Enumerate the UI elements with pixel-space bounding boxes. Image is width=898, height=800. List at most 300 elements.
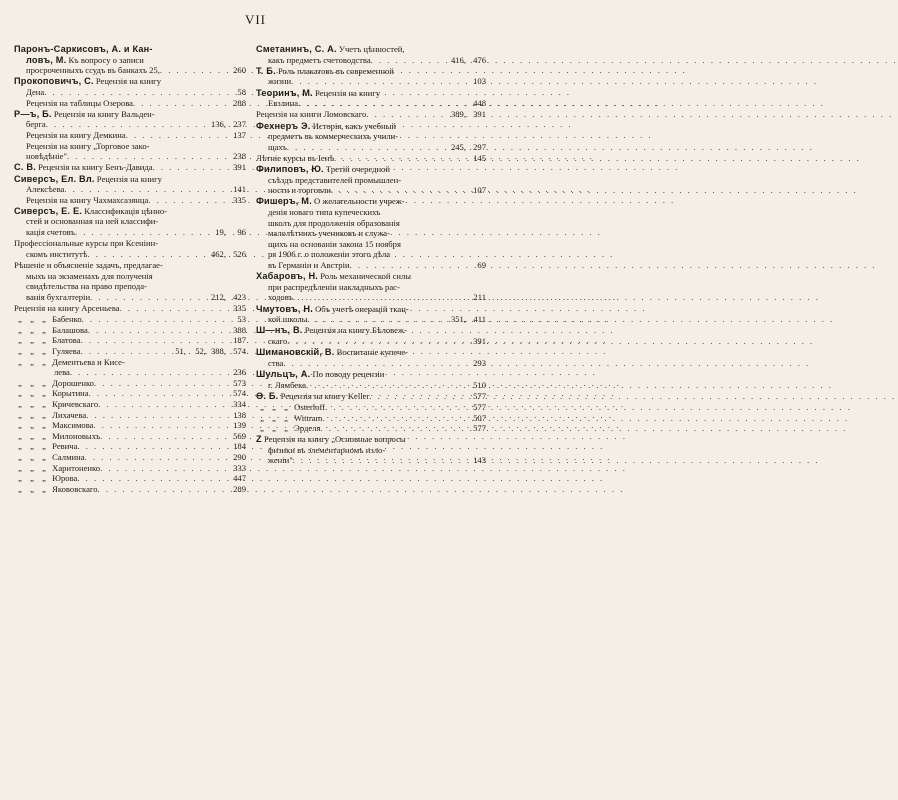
entry-title: стей и основанная на ней классифи-: [26, 216, 159, 227]
ditto-mark: „: [42, 409, 46, 420]
page-refs: [229, 463, 246, 474]
entry-title: кація счетовъ: [26, 227, 75, 238]
entry-line: [256, 109, 486, 120]
entry-line: [256, 304, 486, 315]
entry-text: [268, 55, 371, 66]
page-ref: 416,: [450, 54, 466, 65]
ditto-mark: „: [30, 420, 34, 431]
entry-text: [256, 391, 369, 402]
entry-text: [26, 249, 87, 260]
entry-text: [14, 109, 155, 120]
ditto-mark: „: [42, 324, 46, 335]
page-ref: 297: [473, 141, 486, 152]
ditto-row: [256, 423, 486, 434]
entry-line: [14, 249, 246, 260]
entry-title: Профессіональные курсы при Ксеніин-: [14, 238, 159, 249]
entry-title: Милоновыхъ: [52, 430, 101, 441]
entry-title: кой школы: [268, 314, 308, 325]
entry-text: [26, 195, 148, 206]
entry-line: [14, 162, 246, 173]
page-ref: 391: [473, 109, 486, 120]
entry-line: [256, 282, 486, 293]
entry-text: [268, 282, 400, 293]
entry-line: [256, 55, 486, 66]
entry-line: [14, 206, 246, 217]
ditto-row: [14, 463, 246, 474]
page-refs: [229, 130, 246, 141]
page-refs: [469, 402, 486, 413]
ditto-mark: „: [284, 412, 288, 423]
entry-title: По поводу рецензіи: [310, 368, 385, 379]
page-refs: [469, 260, 486, 271]
dot-leader: [77, 441, 229, 452]
ditto-row: [14, 431, 246, 442]
index-entry: [256, 196, 486, 270]
page-ref: 351,: [450, 314, 466, 325]
ditto-mark: „: [30, 345, 34, 356]
entry-line: [256, 314, 486, 325]
ditto-mark: „: [18, 451, 22, 462]
entry-line: [256, 164, 486, 175]
page-ref: 184: [233, 441, 246, 452]
entry-text: [14, 303, 120, 314]
entry-line: [256, 228, 486, 239]
entry-title: Алексѣева: [26, 184, 65, 195]
page-refs: [229, 484, 246, 495]
author-name: Сметанинъ, С. А.: [256, 44, 337, 54]
author-name: Шимановскій, В.: [256, 347, 335, 358]
entry-title: Рецензія на книгу Арсеньева: [14, 303, 120, 313]
entry-text: [256, 44, 405, 55]
page-refs: [469, 423, 486, 434]
entry-text: [256, 304, 409, 315]
index-entry: [256, 304, 486, 325]
entry-text: [256, 434, 406, 445]
entry-text: [26, 292, 90, 303]
entry-title: берга: [26, 119, 46, 130]
dot-leader: [148, 195, 229, 206]
entry-line: [256, 434, 486, 445]
entry-title: щихъ на основаніи закона 15 ноября: [268, 238, 401, 249]
ditto-mark: „: [30, 314, 34, 325]
dot-leader: [120, 303, 229, 314]
page-refs: [229, 431, 246, 442]
page-refs: [229, 98, 246, 109]
author-name: Фишеръ, М.: [256, 196, 312, 207]
entry-title: свидѣтельства на право препода-: [26, 281, 147, 292]
entry-text: [14, 325, 88, 336]
author-name: Фехнеръ Э.: [256, 120, 311, 131]
entry-title: Гуляева: [52, 345, 81, 356]
entry-title: предметъ въ коммерческихъ учили-: [268, 131, 399, 142]
entry-line: [14, 303, 246, 314]
entry-line: [256, 260, 486, 271]
entry-title: г. Лямбека: [268, 379, 307, 390]
entry-title: Учетъ цѣнностей,: [336, 44, 405, 54]
ditto-mark: „: [18, 345, 22, 356]
dot-leader: [291, 76, 469, 87]
dot-leader: [89, 388, 229, 399]
page-ref: 245,: [450, 141, 466, 152]
page-refs: [449, 109, 486, 120]
ditto-mark: „: [30, 473, 34, 484]
entry-text: [14, 314, 82, 325]
entry-text: [268, 228, 390, 239]
page-ref: 574: [233, 388, 246, 399]
dot-leader: [90, 292, 209, 303]
page-ref: 462,: [210, 248, 226, 259]
ditto-mark: „: [260, 412, 264, 423]
dot-leader: [77, 473, 229, 484]
entry-line: [14, 109, 246, 120]
entry-title: Блатова: [52, 335, 81, 346]
page-ref: 96: [237, 227, 246, 238]
author-name: Теоринъ, М.: [256, 87, 313, 98]
entry-text: [26, 271, 153, 282]
entry-title: Дена: [26, 86, 45, 97]
index-entry: [256, 121, 486, 153]
ditto-mark: „: [18, 377, 22, 388]
entry-title: жизни: [268, 76, 292, 87]
entry-line: [256, 358, 486, 369]
page-ref: 69: [477, 260, 486, 271]
page-ref: 51,: [175, 345, 186, 356]
page-refs: [229, 388, 246, 399]
entry-title: скомъ институтѣ: [26, 248, 88, 259]
entry-line: [256, 239, 486, 250]
dot-leader: [88, 325, 229, 336]
page-refs: [229, 420, 246, 431]
ditto-mark: „: [272, 423, 276, 434]
author-name: Z: [256, 434, 262, 445]
page-refs: [229, 452, 246, 463]
index-entry: [256, 391, 486, 402]
entry-title: ности и торговли: [268, 185, 331, 196]
ditto-row: [14, 420, 246, 431]
dot-leader: [98, 399, 229, 410]
ditto-mark: „: [42, 462, 46, 473]
entry-line: [256, 207, 486, 218]
dot-leader: [81, 346, 169, 357]
author-name: Хабаровъ, Н.: [256, 271, 319, 282]
entry-line: [256, 455, 486, 466]
entry-text: [268, 131, 398, 142]
ditto-mark: „: [42, 377, 46, 388]
dot-leader: [75, 227, 209, 238]
entry-line: [14, 184, 246, 195]
page-refs: [469, 391, 486, 402]
entry-text: [256, 271, 411, 282]
page-ref: 335: [233, 303, 246, 313]
entry-title: ря 1906 г. о положеніи этого дѣла: [268, 249, 391, 260]
page-refs: [469, 76, 486, 87]
entry-text: [256, 423, 320, 434]
dot-leader: [94, 378, 229, 389]
entry-text: [268, 314, 307, 325]
entry-text: [268, 76, 291, 87]
entry-text: [256, 413, 322, 424]
page-refs: [469, 292, 486, 303]
ditto-row: [14, 410, 246, 421]
entry-text: [268, 292, 293, 303]
entry-text: [256, 88, 380, 99]
index-entry: [14, 76, 246, 108]
entry-text: [26, 216, 158, 227]
entry-text: [14, 484, 98, 495]
entry-line: [256, 445, 486, 456]
entry-line: [256, 271, 486, 282]
ditto-mark: „: [18, 388, 22, 399]
ditto-row: [14, 357, 246, 368]
entry-text: [14, 388, 89, 399]
page-refs: [209, 292, 246, 303]
ditto-mark: „: [18, 324, 22, 335]
page-refs: [469, 153, 486, 164]
entry-title: Роль плакатовъ въ современной: [275, 65, 394, 76]
entry-line: [14, 98, 246, 109]
dot-leader: [133, 98, 229, 109]
dot-leader: [67, 151, 229, 162]
entry-text: [26, 130, 126, 141]
page-ref: 136,: [210, 119, 226, 130]
entry-text: [14, 410, 86, 421]
index-entry: [256, 66, 486, 87]
entry-text: [268, 239, 401, 250]
page-ref: 288: [233, 97, 246, 108]
index-entry: [14, 44, 246, 76]
entry-line: [14, 238, 246, 249]
ditto-mark: „: [18, 420, 22, 431]
entry-text: [14, 206, 167, 217]
ditto-mark: „: [260, 401, 264, 412]
ditto-mark: „: [42, 388, 46, 399]
dot-leader: [283, 358, 469, 369]
ditto-mark: „: [42, 451, 46, 462]
ditto-mark: „: [18, 430, 22, 441]
dot-leader: [287, 142, 449, 153]
entry-title: денія новаго типа купеческихъ: [268, 207, 381, 218]
entry-title: какъ предметъ счетоводства: [268, 54, 371, 65]
ditto-row: [14, 367, 246, 378]
dot-leader: [153, 162, 229, 173]
entry-line: [14, 76, 246, 87]
dot-leader: [98, 484, 229, 495]
ditto-mark: „: [18, 473, 22, 484]
author-name: Ө. Б.: [256, 390, 279, 401]
ditto-row: [256, 402, 486, 413]
entry-title: Къ вопросу о записи: [66, 54, 144, 65]
dot-leader: [44, 87, 229, 98]
entry-title: Кричевскаго: [52, 398, 99, 409]
page-refs: [229, 410, 246, 421]
entry-title: Дементьева и Кисе-: [52, 356, 125, 367]
page-ref: 448: [473, 98, 486, 109]
page-ref: 237: [233, 119, 246, 130]
page-refs: [449, 55, 486, 66]
entry-text: [268, 218, 400, 229]
entry-text: [256, 369, 384, 380]
entry-line: [256, 391, 486, 402]
entry-line: [14, 130, 246, 141]
page-refs: [229, 378, 246, 389]
page-ref: 141: [233, 184, 246, 195]
entry-title: ловъ, М.: [26, 54, 67, 65]
entry-text: [256, 347, 408, 358]
entry-line: [14, 141, 246, 152]
entry-title: Лихачева: [52, 409, 87, 420]
page-ref: 238: [233, 151, 246, 162]
entry-title: скаго: [268, 335, 288, 346]
ditto-mark: „: [18, 314, 22, 325]
entry-text: [14, 463, 100, 474]
author-name: Ш—нъ, В.: [256, 325, 303, 336]
page-refs: [229, 367, 246, 378]
ditto-mark: „: [30, 335, 34, 346]
ditto-row: [14, 388, 246, 399]
index-entry: [256, 347, 486, 368]
entry-title: Рецензія на книгу: [93, 76, 161, 87]
index-entry: [256, 44, 486, 65]
entry-title: Якововскаго: [52, 483, 98, 494]
entry-title: ства: [268, 357, 284, 368]
entry-title: Балашова: [52, 324, 88, 335]
page-refs: [469, 455, 486, 466]
entry-text: [256, 121, 396, 132]
entry-line: [256, 218, 486, 229]
ditto-mark: „: [30, 430, 34, 441]
index-entry: [14, 314, 246, 494]
entry-title: съѣздъ представителей промышлен-: [268, 174, 402, 185]
entry-text: [26, 87, 44, 98]
entry-text: [14, 420, 93, 431]
entry-title: Wittram: [294, 412, 323, 423]
entry-title: Рецензія на книгу Keller: [278, 390, 370, 401]
entry-line: [256, 185, 486, 196]
ditto-mark: „: [42, 430, 46, 441]
dot-leader: [100, 463, 229, 474]
entry-line: [256, 98, 486, 109]
entry-text: [26, 184, 64, 195]
dot-leader: [325, 402, 469, 413]
author-name: Филиповъ, Ю.: [256, 164, 324, 175]
page-ref: 137: [233, 129, 246, 140]
ditto-row: [14, 378, 246, 389]
dot-leader: [64, 184, 229, 195]
dot-leader: [70, 367, 229, 378]
entry-text: [26, 119, 46, 130]
index-entry: [256, 325, 486, 346]
index-entry: [14, 238, 246, 259]
entry-title: при распредѣленіи накладныхъ рас-: [268, 281, 400, 292]
page-ref: 411: [473, 314, 486, 325]
ditto-mark: „: [18, 335, 22, 346]
page-number: VII: [244, 12, 267, 27]
entry-title: щахъ: [268, 141, 287, 152]
ditto-mark: „: [18, 462, 22, 473]
index-entry: [256, 402, 486, 434]
page-refs: [469, 336, 486, 347]
page-ref: 335: [233, 194, 246, 205]
entry-title: просроченныхъ ссудъ въ банкахъ 25,: [26, 65, 160, 76]
page-refs: [229, 303, 246, 314]
index-entry: [256, 109, 486, 120]
dot-leader: [160, 65, 229, 76]
page-refs: [229, 65, 246, 76]
ditto-mark: „: [42, 398, 46, 409]
entry-text: [268, 207, 381, 218]
page-refs: [229, 151, 246, 162]
entry-text: [14, 399, 98, 410]
page-ref: 391: [233, 162, 246, 173]
entry-title: лева: [54, 367, 70, 378]
page-ref: 211: [473, 292, 486, 303]
page-ref: 138: [233, 409, 246, 420]
index-entry: [256, 88, 486, 109]
dot-leader: [46, 119, 209, 130]
entry-text: [256, 196, 405, 207]
ditto-mark: „: [42, 473, 46, 484]
entry-line: [256, 175, 486, 186]
author-name: Паронъ-Саркисовъ, А. и Кан-: [14, 44, 153, 54]
entry-title: Эрделя: [294, 423, 321, 434]
ditto-mark: „: [30, 409, 34, 420]
ditto-mark: „: [18, 398, 22, 409]
entry-line: [14, 260, 246, 271]
entry-title: ванія бухгалтеріи: [26, 291, 91, 302]
entry-text: [268, 336, 287, 347]
ditto-mark: „: [42, 356, 46, 367]
entry-title: Максимова: [52, 420, 94, 431]
page-ref: 423: [233, 291, 246, 302]
dot-leader: [371, 55, 449, 66]
ditto-mark: „: [284, 423, 288, 434]
ditto-mark: „: [284, 401, 288, 412]
page-refs: [229, 184, 246, 195]
page-ref: 58: [237, 86, 246, 97]
entry-title: Исторія, какъ учебный: [310, 120, 397, 131]
ditto-mark: „: [42, 345, 46, 356]
ditto-mark: „: [18, 441, 22, 452]
page-ref: 212,: [210, 291, 226, 302]
entry-title: Воспитаніе купече-: [334, 347, 409, 358]
index-entry: [14, 260, 246, 302]
entry-title: Рецензія на книгу Демкина: [26, 129, 126, 140]
author-name: Сиверсъ, Ел. Вл.: [14, 173, 95, 184]
dot-leader: [126, 130, 229, 141]
entry-text: [14, 431, 100, 442]
entry-text: [26, 55, 144, 66]
page-ref: 389,: [450, 109, 466, 120]
entry-title: Рецензія на книгу Вальден-: [51, 108, 155, 119]
page-ref: 574: [233, 345, 246, 356]
dot-leader: [293, 292, 469, 303]
author-name: Чмутовъ, Н.: [256, 303, 313, 314]
page-ref: 476: [473, 54, 486, 65]
dot-leader: [320, 423, 469, 434]
page-ref: 260: [233, 65, 246, 76]
page-ref: 145: [473, 152, 486, 163]
entry-title: Рецензія на книги Ломовскаго: [256, 109, 367, 120]
dot-leader: [298, 98, 469, 109]
page-ref: 447: [233, 473, 246, 484]
entry-line: [14, 119, 246, 130]
entry-title: Рецензія на книгу „Основные вопросы: [261, 434, 406, 445]
ditto-row: [14, 325, 246, 336]
entry-text: [26, 65, 160, 76]
entry-text: [14, 260, 163, 271]
entry-line: [256, 292, 486, 303]
page-refs: [229, 162, 246, 173]
